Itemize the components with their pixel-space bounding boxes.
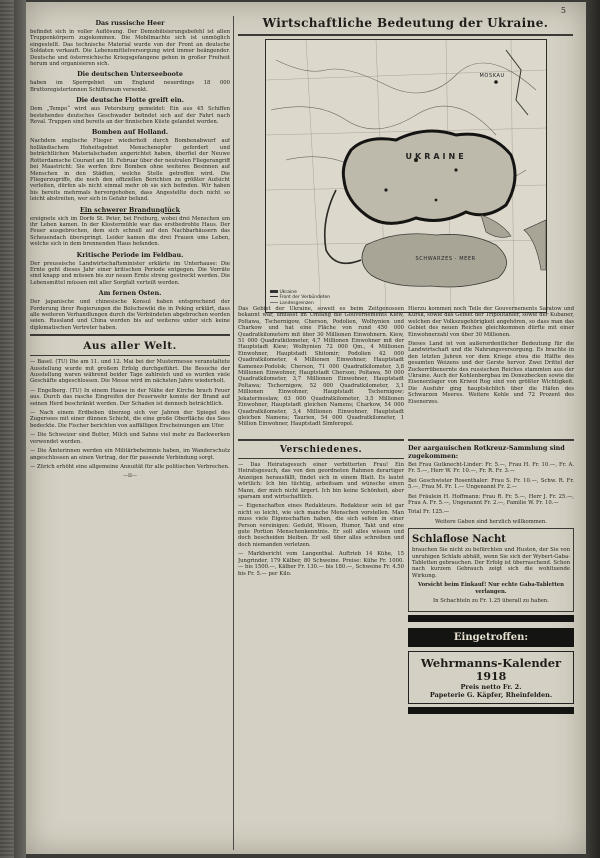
previous-page-edge <box>0 0 14 858</box>
news-item: — Die Schweizer sind Butter, Milch und Sahne viel mehr zu Backwerken verwendet werden. <box>30 432 230 445</box>
section-heading: Die deutsche Flotte greift ein. <box>76 96 184 105</box>
section-heading: Am fernen Osten. <box>98 289 162 298</box>
sammlung-entry: Bei Frau Gutknecht-Linder: Fr. 5.—, Frau H. Fr. 10.—, Fr. A. Fr. 5.—, Herr W. Fr. 10.—, Fr. R. Fr. 3.— <box>408 462 574 475</box>
news-item: — Nach einem Erdbeben überzog sich vor Jahren der Spiegel des Zugersees mit einer dünnen Schicht, die eine große Oberfläche des Sees bedeckte. Die Fischer berichten von auffälligen Erscheinungen am Ufer. <box>30 410 230 429</box>
misc-item: — Das Heiratsgesuch einer verbitterten Frau! Ein Heiratsgesuch, das von den geordneten Rahmen derartiger Anzeigen herausfällt, findet sich in einem Blatt. Es lautet wörtlich: Ich bin tüchtig, arbeitsam und wünsche einen Mann, der mich nicht ärgert. Ich bin keine Schönheit, aber sparsam und wirtschaftlich. <box>238 462 404 501</box>
ad-wehrmanns-kalender <box>408 651 574 704</box>
section-heading: Das russische Heer <box>95 19 165 27</box>
map-label-moskau: MOSKAU <box>479 73 505 79</box>
aus-aller-welt-title: Aus aller Welt. <box>83 340 177 353</box>
article-paragraph: Hierzu kommen noch Teile der Gouvernements Saratow und Kursk, sowie das Gebiet der Tripolitanier, sowie der Kubaner, welchen der Volkszugehörigkeit angehören, so dass man das Gebiet des neuen Reiches gleichkommen dürfte mit einer Einwohnerzahl von über 30 Millionen. <box>408 306 574 338</box>
column-rule <box>233 16 234 850</box>
verschiedenes-title: Verschiedenes. <box>279 445 363 455</box>
ornament-bar <box>408 615 574 622</box>
map-legend <box>270 290 331 307</box>
section-heading: Bomben auf Holland. <box>91 128 169 137</box>
left-column <box>30 16 230 850</box>
ad-price: In Schachteln zu Fr. 1.25 überall zu haben. <box>433 598 549 605</box>
section-body: haben im Sperrgebiet um England neuerdings 18 000 Bruttoregistertonnen Schiffsraum versenkt. <box>30 80 230 93</box>
section-body: Der japanische und chinesische Konsul haben entsprechend der Forderung ihrer Regierungen die Bolschewiki die in Peking erklärt, dass alle weiteren Verhandlungen durch die Verbündeten abgebrochen worden seien. Russland und China werden bis auf weiteres unter sich keine diplomatischen Vertreter haben. <box>30 299 230 331</box>
kalender-title: Wehrmanns-Kalender <box>420 655 562 670</box>
ukraine-article-col1 <box>238 306 404 431</box>
map-label-ukraine: UKRAINE <box>405 152 467 161</box>
sammlung-title: Der aargauischen Rotkreuz-Sammlung sind zugekommen: <box>408 444 565 460</box>
news-item: — Basel. (TU) Die am 11. und 12. Mai bei der Mustermesse veranstaltete Ausstellung wurde mit großem Erfolg durchgeführt. Die Besuche der Ausstellung waren während beider Tage zahlreich und es wurden viele Geschäfte abgeschlossen. Die Messe wird im nächsten Jahre wiederholt. <box>30 359 230 385</box>
kalender-year: 1918 <box>475 669 507 683</box>
section-heading: Ein schwerer Brandunglück <box>79 205 181 214</box>
sammlung-total: Total Fr. 125.— <box>408 509 450 516</box>
sammlung-thanks: Weitere Gaben sind herzlich willkommen. <box>435 518 547 525</box>
section-body: Dem „Tempo“ wird aus Petersburg gemeldet: Ein aus 45 Schiffen bestehendes deutsches Geschwader befindet sich auf der Fahrt nach Reval. Truppen sind bereits an der finnischen Küste gelandet worden. <box>30 106 230 126</box>
ad-body: brauchen Sie nicht zu befürchten und Husten, der Sie von unruhigen Schlafe abhält, wenn Sie sich der Wybert-Gaba-Tabletten gebrauchen. Der Erfolg ist überraschend. Schon nach kurzem Gebrauch zeigt sich die wohltuende Wirkung. <box>412 547 570 579</box>
ukraine-map <box>265 39 547 313</box>
ornament-bar <box>408 707 574 714</box>
ads-column <box>408 436 574 717</box>
section-divider <box>408 439 574 441</box>
section-divider <box>30 334 230 336</box>
section-divider <box>30 355 230 356</box>
section-heading: Die deutschen Unterseeboote <box>77 70 183 79</box>
news-item: — Zürich erhöht eine allgemeine Annuität für alle politischen Verbrechen. <box>30 463 230 470</box>
footer-mark: —II— <box>123 473 137 480</box>
section-divider <box>238 458 404 459</box>
sammlung-entry: Bei Geschwister Rosenthaler: Frau S. Fr. 10.—, Schw. R. Fr. 5.—, Frau M. Fr. 1.— Ungenannt Fr. 2.— <box>408 477 574 491</box>
ad-schlaflose-nacht <box>408 528 574 611</box>
legend-item: Front der Verbündeten <box>270 295 331 301</box>
verschiedenes-column <box>238 436 404 850</box>
misc-item: — Markbericht vom Langenthal. Auftrieb 14 Kühe, 15 Jungrinder, 179 Kälber, 80 Schweine. Preise: Kühe Fr. 1000.— bis 1500.—, Kälber Fr. 130.— bis 180.—, Schweine Fr. 4.50 bis Fr. 5.— per Kilo. <box>238 551 404 577</box>
legend-item: Landesgrenzen <box>270 301 331 307</box>
section-body: befindet sich in voller Auflösung. Der Demobilisierungsbefehl ist allen Truppenkörpern zugekommen. Die Mobilmachte sich ist unmöglich eingestellt. Das technische Material wurde von der Front an deutsche Soldaten verkauft. Die Lebensmittelversorgung wird immer beängender. Deutsche und österreichische Kriegsgefangene gehen in großer Freiheit herum und organisieren sich. <box>30 29 230 68</box>
news-item: — Engelberg. (TU) In einem Hause in der Nähe der Kirche brach Feuer aus. Durch das rasche Eingreifen der Feuerwehr konnte der Brand auf seinen Herd beschränkt werden. Der Schaden ist dennoch beträchtlich. <box>30 387 230 407</box>
kalender-price: Preis netto Fr. 2. <box>460 682 522 691</box>
section-divider <box>238 439 404 441</box>
news-item: — Die Ämterinnen werden ein Militärbeheimnis haben, im Wanderschutz angeschlossen an einen Vertrag, der für passende Verbindung sorgt. <box>30 448 230 461</box>
map-drawing <box>266 40 546 312</box>
legend-item: Ukraine <box>270 290 331 296</box>
eingetroffen-banner: Eingetroffen: <box>408 628 574 647</box>
section-body: ereignete sich im Dorfe St. Peter, bei Freiburg, wobei drei Menschen um ihr Leben kamen. In der Klostermühle war das erstbedrohte Haus. Der Feuer ausgebrochen, dem sich schnell auf den Nachbarhäusern das Scheuendach überspringt. Leider kamen die drei Frauen ums Leben, welche sich in dem brennenden Haus befanden. <box>30 215 230 248</box>
title-rule <box>238 34 573 36</box>
ad-title: Schlaflose Nacht <box>412 534 506 546</box>
ukraine-article-col2 <box>408 306 574 408</box>
right-column <box>238 16 573 850</box>
article-paragraph: Dieses Land ist von außerordentlicher Bedeutung für die Landwirtschaft und die Nahrungsversorgung. Es brachte in den letzten Jahren vor dem Kriege etwa die Hälfte des gesamten Weizens und der Gerste hervor. Zwei Drittel der Zuckerrübenernte des russischen Reiches stammten aus der Ukraine. Auch der Kohlenbergbau im Donezbecken sowie die Eisenerzlager von Kriwoi Rog sind von größter Wichtigkeit. Die Ausfuhr ging hauptsächlich über die Häfen des Schwarzen Meeres. Weitere Kohle und 72 Prozent des Eisenerzes. <box>408 341 574 405</box>
kalender-shop: Papeterie G. Käpfer, Rheinfelden. <box>429 690 553 699</box>
ad-warning: Vorsicht beim Einkauf! Nur echte Gaba-Tabletten verlangen. <box>417 582 565 595</box>
book-edge <box>586 0 600 858</box>
section-body: Nachdem englische Flieger wiederholt durch Bombenabwurf auf holländischem Hoheitsgebiet Menschenopfer gefordert und beträchtlichen Materialschaden angerichtet haben, überfiel der Neuwe Rotterdamsche Courant am 18. Februar über der neutralen Fliegerangriff bei Maastricht: Sie werfen ihre Bomben ohne weiteres Besinnen auf Menschen in den Städten, welche Stelle getroffen wird. Die Fliegerzugriffe, die noch den offiziellen Berichten zu größter Aufsicht verleiten, dürfen als nicht einmal mehr ob sie sich befinden. Wir haben bis bereits mehrmals hervorgehoben, dass Angestellte doch nicht so leicht abstreiten, wer sich in Gefahr befand. <box>30 138 230 203</box>
sammlung-entry: Bei Fräulein H. Hoffmann: Frau R. Fr. 5.—, Herr J. Fr. 25.—, Frau A. Fr. 5.—, Ungenannt Fr. 2.—, Familie W. Fr. 10.— <box>408 493 574 507</box>
ukraine-article-title: Wirtschaftliche Bedeutung der Ukraine. <box>262 16 549 30</box>
page-number: 5 <box>560 6 566 15</box>
map-label-sea: SCHWARZES · MEER <box>415 256 476 262</box>
misc-item: — Eigenschaften eines Redakteurs. Redakteur sein ist gar nicht so leicht, wie sich manche Menschen vorstellen. Man muss viele Eigenschaften haben, die sich selten in einer Person vereinigen: Geduld, Wissen, Humor, Takt und eine gute Portion Menschenkenntnis. Er soll alles wissen und doch bescheiden bleiben. Er soll über alles schreiben und doch niemanden verletzen. <box>238 503 404 548</box>
newspaper-page <box>26 2 586 854</box>
section-body: Der preussische Landwirtschaftsminister erklärte im Unterhause: Die Ernte geht dieses Jahr einer kritischen Periode entgegen. Die Vorräte sind knapp und müssen bis zur neuen Ernte streng gestreckt werden. Die Lebensmittel müssen mit aller Sorgfalt verteilt werden. <box>30 260 230 286</box>
section-heading: Kritische Periode im Feldbau. <box>76 250 184 259</box>
ukraine-border <box>343 131 515 223</box>
article-paragraph: Das Gebiet der Ukraine, soweit es beim Zeitgenossen bekannt war, umfasst im Umfang die Gouvernements Kiew, Poltawa, Tschernigow, Cherson, Podolien, Wolhynien und Charkow und hat eine Fläche von rund 450 000 Quadratkilometern mit über 30 Millionen Einwohnern. Kiew, 51 000 Quadratkilometer, 4,7 Millionen Einwohner mit der Hauptstadt Kiew; Wolhynien 72 000 Qm., 4 Millionen Einwohner, Hauptstadt Shitomir; Podolien 42 000 Quadratkilometer, 4 Millionen Einwohner, Hauptstadt Kamenez-Podolsk; Cherson, 71 000 Quadratkilometer, 3,8 Millionen Einwohner, Hauptstadt Cherson; Poltawa, 50 000 Quadratkilometer, 3,7 Millionen Einwohner, Hauptstadt Poltawa; Tschernigow, 52 000 Quadratkilometer, 3,1 Millionen Einwohner, Hauptstadt Tschernigow; Jekaterinoslaw, 63 000 Quadratkilometer, 3,5 Millionen Einwohner, Hauptstadt gleichen Namens; Charkow, 54 000 Quadratkilometer, 3,4 Millionen Einwohner, Hauptstadt gleichen Namens; Taurien, 54 000 Quadratkilometer, 1 Million Einwohner, Hauptstadt Simferopol. <box>238 306 404 428</box>
